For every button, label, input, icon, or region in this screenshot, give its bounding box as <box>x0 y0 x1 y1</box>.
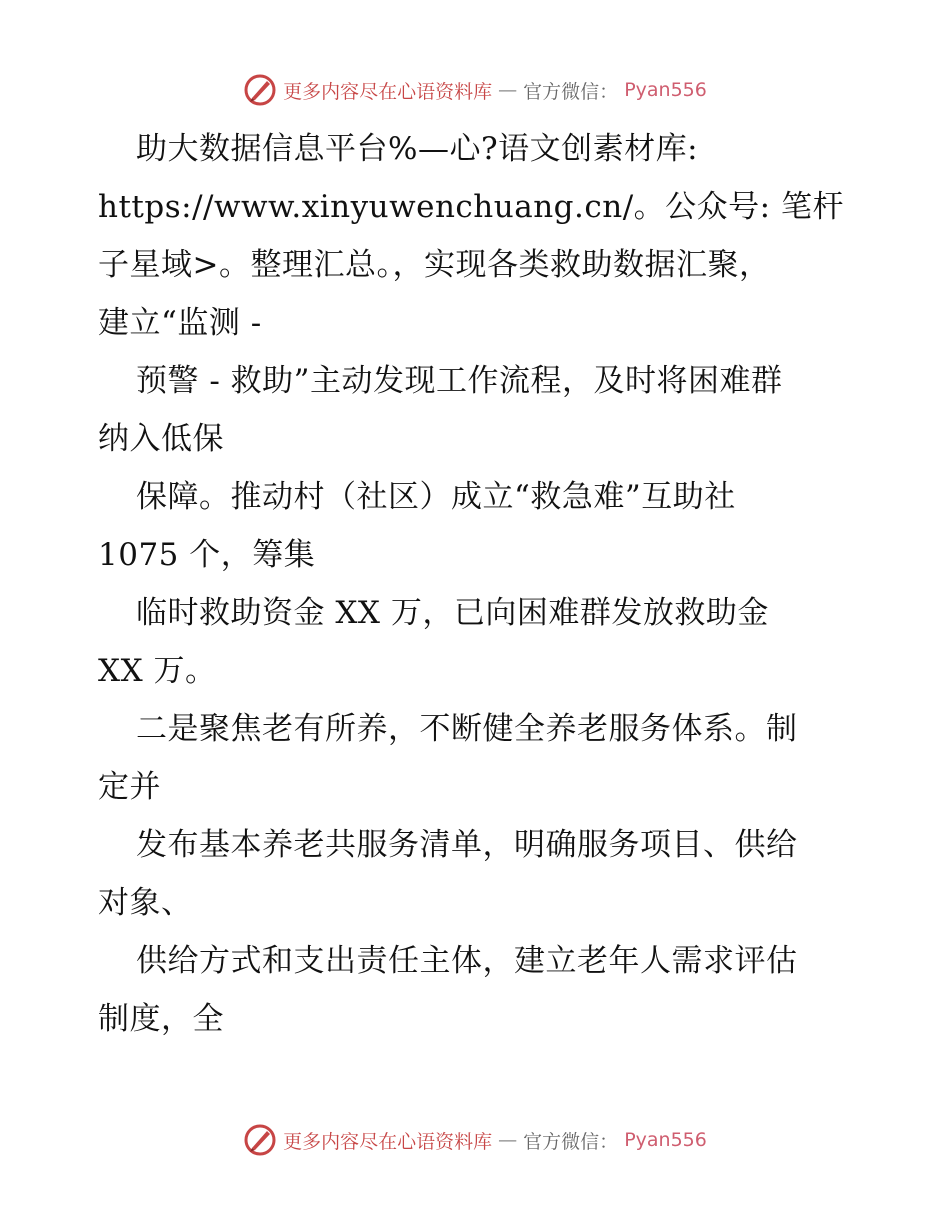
text-line: 发布基本养老共服务清单，明确服务项目、供给 <box>136 827 798 863</box>
text-line: 供给方式和支出责任主体，建立老年人需求评估 <box>136 943 798 979</box>
document-body <box>98 120 858 1048</box>
header-wechat-id: Pyan556 <box>624 79 707 101</box>
text-line: 预警 - 救助”主动发现工作流程，及时将困难群 <box>136 363 783 399</box>
footer-site-text: 更多内容尽在心语资料库 <box>283 1130 493 1153</box>
footer-separator: — <box>498 1129 518 1151</box>
header-site-text: 更多内容尽在心语资料库 <box>283 80 493 103</box>
text-line: XX 万。 <box>98 653 217 689</box>
header-wechat-label: 官方微信： <box>523 80 619 103</box>
text-line: 助大数据信息平台%—心?语文创素材库: <box>136 131 699 167</box>
text-line: 保障。推动村（社区）成立“救急难”互助社 <box>136 479 736 515</box>
text-line: 纳入低保 <box>98 421 224 457</box>
footer-wechat-id: Pyan556 <box>624 1129 707 1151</box>
footer-wechat-label: 官方微信： <box>523 1130 619 1153</box>
header-separator: — <box>498 79 518 101</box>
text-line: 建立“监测 - <box>98 305 262 341</box>
text-line: 二是聚焦老有所养，不断健全养老服务体系。制 <box>136 711 798 747</box>
text-line: 子星域>。整理汇总。，实现各类救助数据汇聚， <box>98 247 771 283</box>
quill-logo-icon <box>243 73 277 107</box>
text-line: 1075 个，筹集 <box>98 537 316 573</box>
text-line: 制度，全 <box>98 1001 224 1037</box>
text-line: 定并 <box>98 769 161 805</box>
text-line: 临时救助资金 XX 万，已向困难群发放救助金 <box>136 595 769 631</box>
header-banner <box>0 70 950 110</box>
text-line: https://www.xinyuwenchuang.cn/。公众号: 笔杆 <box>98 189 844 225</box>
quill-logo-icon <box>243 1123 277 1157</box>
text-line: 对象、 <box>98 885 193 921</box>
footer-banner <box>0 1120 950 1160</box>
